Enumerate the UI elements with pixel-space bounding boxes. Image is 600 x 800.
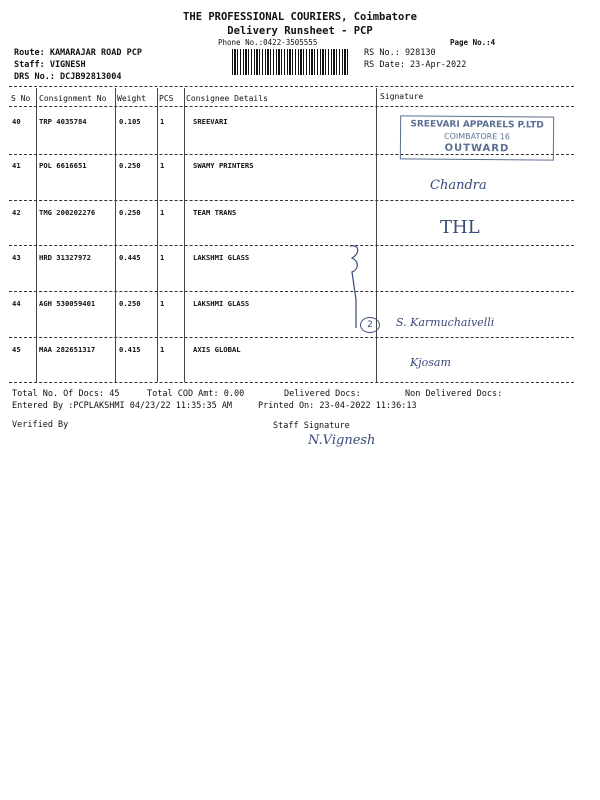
signature-44: S. Karmuchaivelli <box>396 316 495 329</box>
staff-signature-label: Staff Signature <box>273 421 350 431</box>
row-pcs: 1 <box>160 117 165 126</box>
row-pcs: 1 <box>160 208 165 217</box>
table-top-rule <box>9 86 574 87</box>
col-header-consignee: Consignee Details <box>186 94 268 103</box>
row-pcs: 1 <box>160 299 165 308</box>
row-sno: 43 <box>12 253 21 262</box>
col-header-weight: Weight <box>117 94 146 103</box>
row-consignee: SREEVARI <box>193 117 228 126</box>
row-sno: 45 <box>12 345 21 354</box>
stamp-line-3: OUTWARD <box>444 142 510 155</box>
row-consignment: POL 6616651 <box>39 161 87 170</box>
row-pcs: 1 <box>160 253 165 262</box>
staff-signature: N.Vignesh <box>308 433 376 448</box>
printed-on: Printed On: 23-04-2022 11:36:13 <box>258 401 417 411</box>
entered-by: Entered By :PCPLAKSHMI 04/23/22 11:35:35 AM <box>12 401 233 411</box>
row-consignee: LAKSHMI GLASS <box>193 253 250 262</box>
company-title: THE PROFESSIONAL COURIERS, Coimbatore <box>183 11 417 23</box>
col-header-consignment: Consignment No <box>39 94 107 103</box>
row-consignee: AXIS GLOBAL <box>193 345 241 354</box>
row-consignment: AGH 530059401 <box>39 299 96 308</box>
row-rule <box>9 200 574 201</box>
signature-45: Kjosam <box>410 356 451 369</box>
row-weight: 0.250 <box>119 208 141 217</box>
row-rule <box>9 245 574 246</box>
signature-41: Chandra <box>430 178 487 193</box>
verified-by: Verified By <box>12 420 69 430</box>
row-weight: 0.250 <box>119 299 141 308</box>
sheet-title: Delivery Runsheet - PCP <box>227 25 373 37</box>
rs-date: RS Date: 23-Apr-2022 <box>364 60 467 70</box>
row-rule <box>9 291 574 292</box>
table-bottom-rule <box>9 382 574 383</box>
signature-42: THL <box>440 217 480 238</box>
delivered-docs: Delivered Docs: <box>284 389 361 399</box>
row-consignment: TMG 200202276 <box>39 208 96 217</box>
row-weight: 0.250 <box>119 161 141 170</box>
phone-number: Phone No.:0422-3505555 <box>218 38 318 47</box>
row-consignee: LAKSHMI GLASS <box>193 299 250 308</box>
row-weight: 0.415 <box>119 345 141 354</box>
row-weight: 0.445 <box>119 253 141 262</box>
rs-number: RS No.: 928130 <box>364 48 436 58</box>
row-pcs: 1 <box>160 161 165 170</box>
row-consignee: TEAM TRANS <box>193 208 237 217</box>
row-weight: 0.105 <box>119 117 141 126</box>
circled-number: 2 <box>360 317 380 333</box>
drs-number: DRS No.: DCJB92813004 <box>14 72 122 82</box>
row-pcs: 1 <box>160 345 165 354</box>
route-label: Route: KAMARAJAR ROAD PCP <box>14 48 142 58</box>
total-cod: Total COD Amt: 0.00 <box>147 389 245 399</box>
row-consignment: TRP 4035784 <box>39 117 87 126</box>
col-header-signature: Signature <box>380 92 424 101</box>
row-consignment: HRD 31327972 <box>39 253 91 262</box>
staff-label: Staff: VIGNESH <box>14 60 86 70</box>
non-delivered-docs: Non Delivered Docs: <box>405 389 503 399</box>
row-sno: 42 <box>12 208 21 217</box>
stamp-line-2: COIMBATORE 16 <box>443 131 511 142</box>
page-number: Page No.:4 <box>450 38 496 47</box>
row-sno: 40 <box>12 117 21 126</box>
total-docs: Total No. Of Docs: 45 <box>12 389 120 399</box>
col-header-sno: S No <box>11 94 31 103</box>
table-header-rule <box>9 106 574 107</box>
col-header-pcs: PCS <box>159 94 174 103</box>
row-consignee: SWAMY PRINTERS <box>193 161 254 170</box>
row-consignment: MAA 282651317 <box>39 345 96 354</box>
row-sno: 41 <box>12 161 21 170</box>
row-rule <box>9 337 574 338</box>
row-sno: 44 <box>12 299 21 308</box>
company-stamp <box>400 115 554 160</box>
barcode <box>232 49 348 75</box>
stamp-line-1: SREEVARI APPARELS P.LTD <box>410 119 544 131</box>
